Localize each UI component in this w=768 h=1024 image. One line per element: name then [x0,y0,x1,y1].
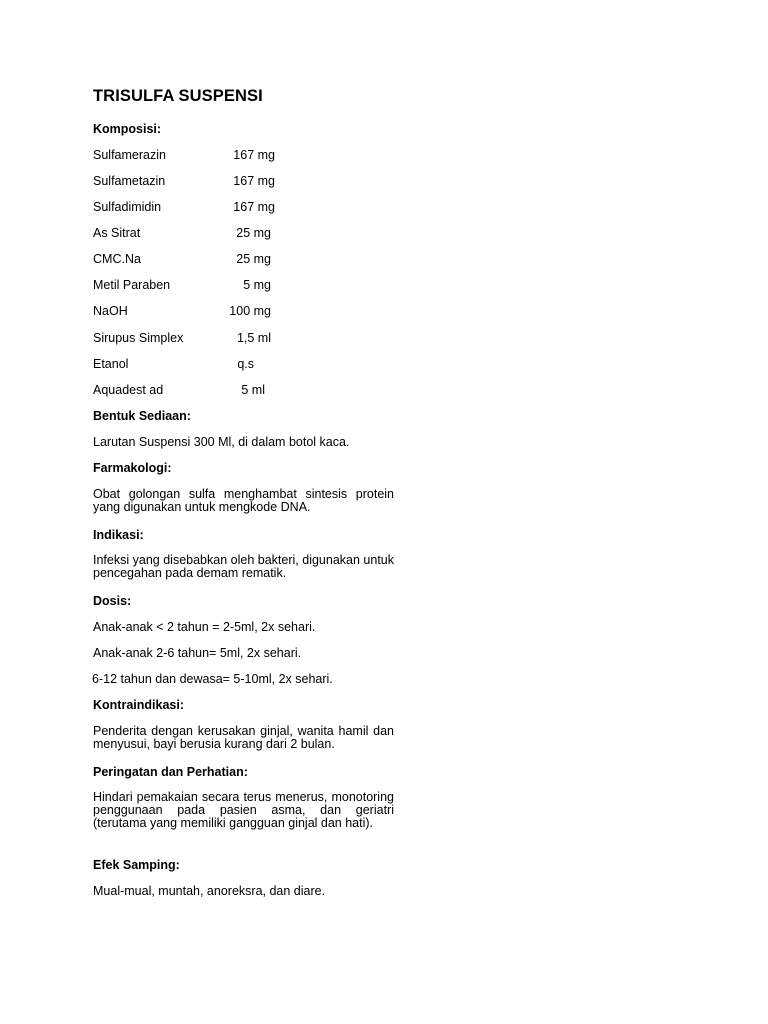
composition-item-name: CMC.Na [93,252,141,266]
composition-item-name: Sirupus Simplex [93,331,184,345]
composition-item-amount: q.s [237,357,254,371]
composition-item-amount: 5 ml [241,383,265,397]
composition-item-amount: 25 mg [236,252,271,266]
pharmacology-heading: Farmakologi: [93,461,172,475]
composition-item-name: Metil Paraben [93,278,171,292]
composition-heading: Komposisi: [93,122,162,136]
dose-line: Anak-anak 2-6 tahun= 5ml, 2x sehari. [93,646,302,660]
composition-item-name: As Sitrat [93,226,141,240]
pharmacology-text: Obat golongan sulfa menghambat sintesis protein yang digunakan untuk mengkode DNA. [93,487,394,514]
composition-item-amount: 167 mg [233,200,275,214]
dose-heading: Dosis: [93,594,132,608]
dosage-form-heading: Bentuk Sediaan: [93,409,191,423]
contraindication-heading: Kontraindikasi: [93,698,184,712]
indication-text: Infeksi yang disebabkan oleh bakteri, digunakan untuk pencegahan pada demam rematik. [93,553,394,580]
composition-item-amount: 5 mg [243,278,271,292]
side-effects-heading: Efek Samping: [93,858,180,872]
indication-heading: Indikasi: [93,528,144,542]
composition-item-name: Aquadest ad [93,383,164,397]
composition-item-name: Etanol [93,357,129,371]
composition-item-name: Sulfadimidin [93,200,162,214]
dosage-form-text: Larutan Suspensi 300 Ml, di dalam botol kaca. [93,435,350,449]
composition-item-amount: 1,5 ml [236,331,271,345]
document-title: TRISULFA SUSPENSI [93,87,263,105]
composition-item-name: Sulfamerazin [93,148,166,162]
dose-line: Anak-anak < 2 tahun = 2-5ml, 2x sehari. [93,620,316,634]
composition-item-amount: 100 mg [229,304,271,318]
dose-line: 6-12 tahun dan dewasa= 5-10ml, 2x sehari. [92,672,333,686]
warning-heading: Peringatan dan Perhatian: [93,765,248,779]
composition-item-name: Sulfametazin [93,174,166,188]
contraindication-text: Penderita dengan kerusakan ginjal, wanita hamil dan menyusui, bayi berusia kurang dari 2 bulan. [93,724,394,751]
composition-item-amount: 167 mg [233,148,275,162]
composition-item-name: NaOH [93,304,128,318]
warning-text: Hindari pemakaian secara terus menerus, monotoring penggunaan pada pasien asma, dan geriatri (terutama yang memiliki gangguan ginjal dan hati). [93,790,394,830]
composition-item-amount: 25 mg [236,226,271,240]
composition-item-amount: 167 mg [233,174,275,188]
side-effects-text: Mual-mual, muntah, anoreksra, dan diare. [93,884,326,898]
